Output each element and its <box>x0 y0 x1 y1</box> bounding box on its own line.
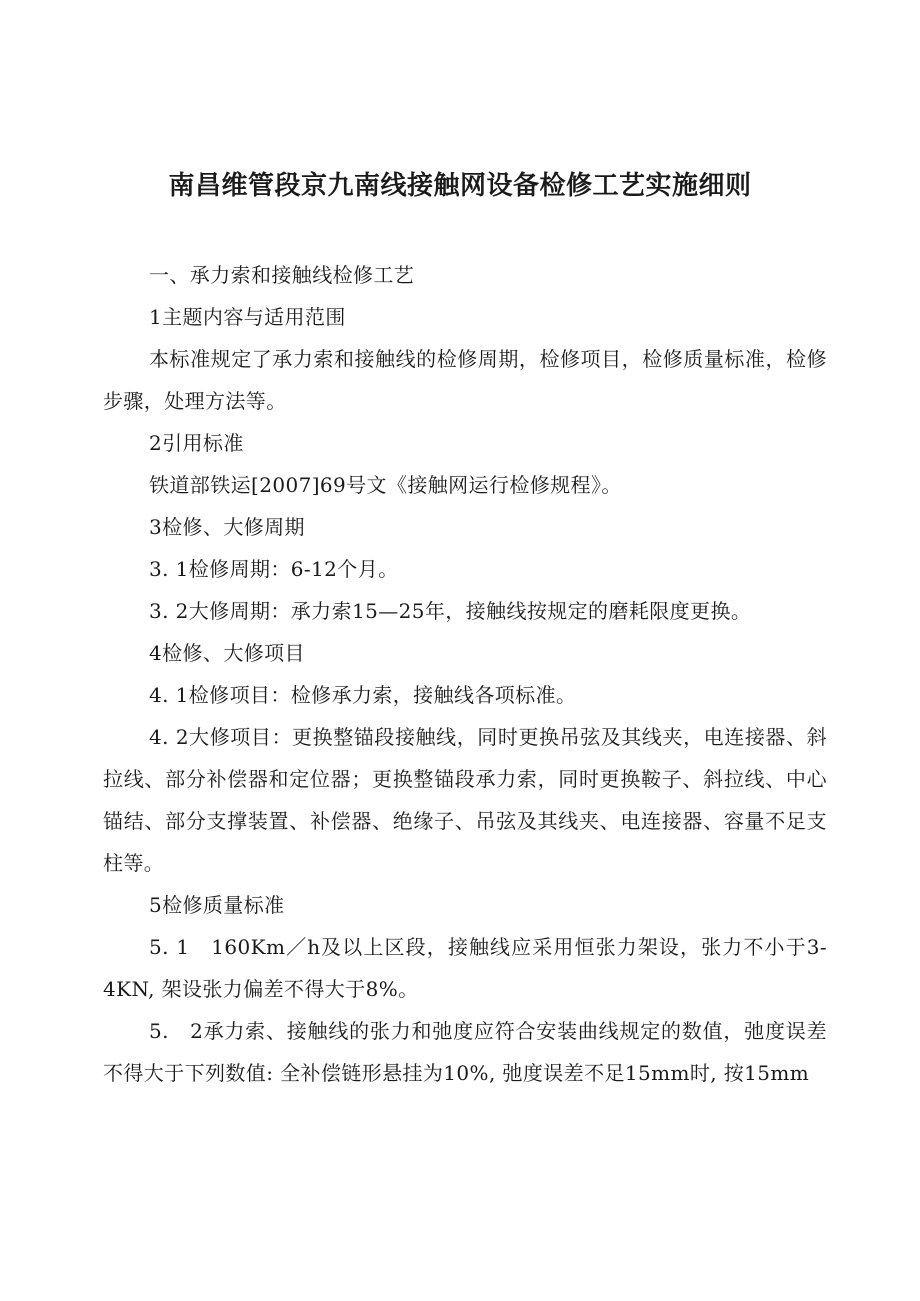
body-paragraph: 3. 2大修周期：承力索15—25年，接触线按规定的磨耗限度更换。 <box>149 599 752 623</box>
body-paragraph: 3. 1检修周期：6-12个月。 <box>149 557 399 581</box>
section-heading: 一、承力索和接触线检修工艺 <box>149 263 415 287</box>
body-paragraph: 4. 1检修项目：检修承力索，接触线各项标准。 <box>149 683 577 707</box>
body-paragraph: 5. 2承力索、接触线的张力和弛度应符合安装曲线规定的数值，弛度误差不得大于下列数值: 全补偿链形悬挂为10%, 弛度误差不足15mm时, 按15mm <box>103 1019 827 1085</box>
document-title: 南昌维管段京九南线接触网设备检修工艺实施细则 <box>168 171 752 201</box>
body-paragraph: 4. 2大修项目：更换整锚段接触线，同时更换吊弦及其线夹，电连接器、斜拉线、部分补偿器和定位器；更换整锚段承力索，同时更换鞍子、斜拉线、中心锚结、部分支撑装置、补偿器、绝缘子、吊弦及其线夹、电连接器、容量不足支柱等。 <box>103 725 827 875</box>
subsection-heading: 5检修质量标准 <box>149 893 285 917</box>
body-paragraph: 5. 1 160Km／h及以上区段，接触线应采用恒张力架设，张力不小于3-4KN, 架设张力偏差不得大于8%。 <box>103 935 827 1001</box>
body-paragraph: 铁道部铁运[2007]69号文《接触网运行检修规程》。 <box>149 473 622 497</box>
subsection-heading: 2引用标准 <box>149 431 244 455</box>
subsection-heading: 1主题内容与适用范围 <box>149 305 346 329</box>
subsection-heading: 3检修、大修周期 <box>149 515 305 539</box>
subsection-heading: 4检修、大修项目 <box>149 641 305 665</box>
body-paragraph: 本标准规定了承力索和接触线的检修周期，检修项目，检修质量标准，检修步骤，处理方法等。 <box>103 347 827 413</box>
document-body <box>103 254 827 1094</box>
